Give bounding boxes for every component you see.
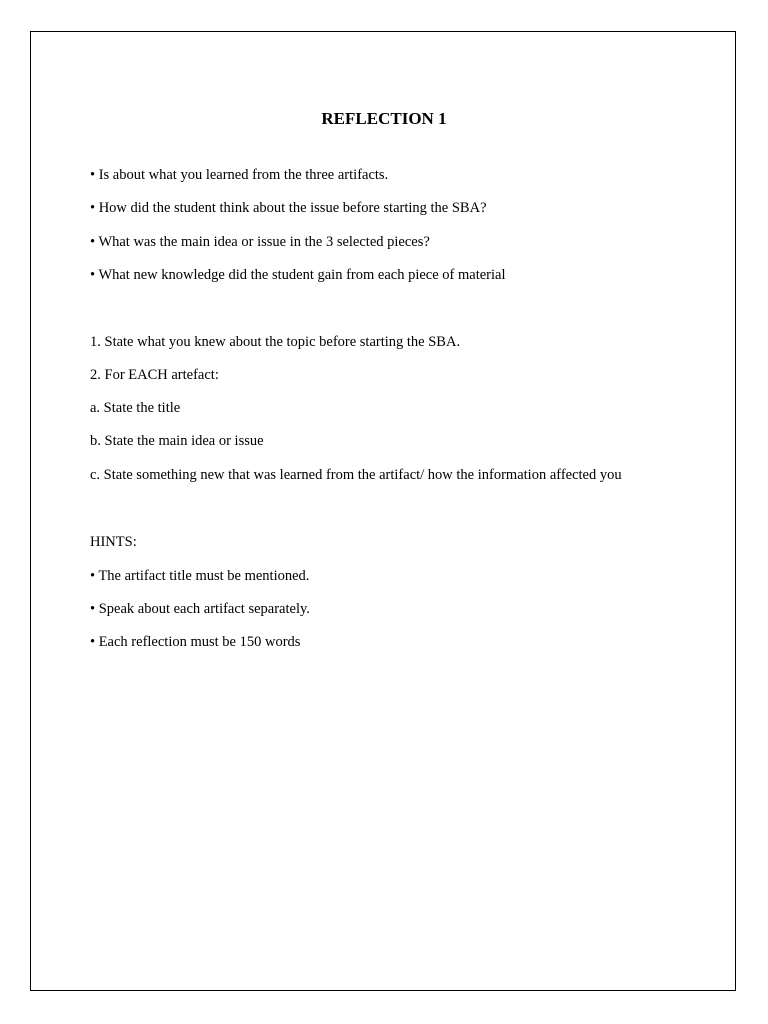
hints-heading: HINTS: bbox=[90, 534, 137, 550]
instruction-2: 2. For EACH artefact: bbox=[90, 367, 219, 383]
instruction-2c: c. State something new that was learned from the artifact/ how the information affected you bbox=[90, 467, 622, 483]
instruction-2a: a. State the title bbox=[90, 400, 181, 416]
page-title: REFLECTION 1 bbox=[321, 109, 447, 128]
instruction-1: 1. State what you knew about the topic before starting the SBA. bbox=[90, 334, 461, 350]
intro-bullet-2: • How did the student think about the issue before starting the SBA? bbox=[90, 200, 487, 216]
intro-bullet-4: • What new knowledge did the student gain from each piece of material bbox=[90, 267, 506, 283]
hint-1: • The artifact title must be mentioned. bbox=[90, 568, 310, 584]
hint-2: • Speak about each artifact separately. bbox=[90, 601, 310, 617]
intro-bullet-1: • Is about what you learned from the three artifacts. bbox=[90, 167, 389, 183]
intro-bullet-3: • What was the main idea or issue in the 3 selected pieces? bbox=[90, 234, 430, 250]
hint-3: • Each reflection must be 150 words bbox=[90, 634, 301, 650]
instruction-2b: b. State the main idea or issue bbox=[90, 433, 264, 449]
